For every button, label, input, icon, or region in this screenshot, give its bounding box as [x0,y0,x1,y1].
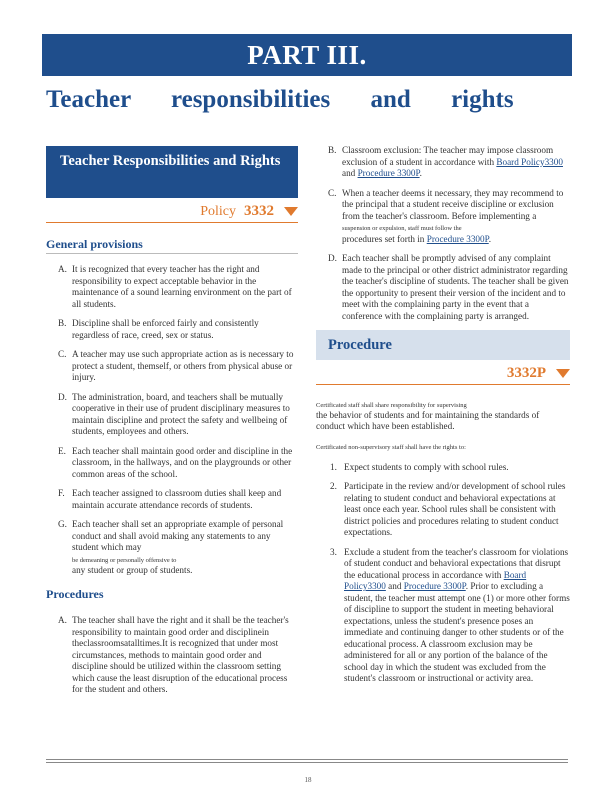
procedure-3300p-link[interactable]: Procedure 3300P [403,581,466,591]
list-marker: D. [328,253,337,263]
conjunction: and [342,168,356,178]
list-text: Each teacher shall maintain good order and discipline in the classroom, in the hallways, and on the playgrounds or other common areas of the school. [72,445,293,479]
list-marker: B. [58,318,67,328]
part-title: PART III. [247,39,367,70]
item-g-text: Each teacher shall set an appropriate example of personal conduct and shall avoid making any statements to any student which may [72,519,284,552]
list-text: The administration, board, and teachers shall be mutually cooperative in their use of prudent disciplinary measures to maintain discipline and protect the safety and wellbeing of students, employees and others. [72,391,290,436]
triangle-down-icon [556,369,570,378]
general-provisions-list [46,264,298,577]
left-column [46,146,298,704]
item-c-text-end: procedures set forth in [342,233,425,244]
list-text: Each teacher assigned to classroom duties shall keep and maintain accurate attendance records of students. [72,488,282,510]
rights-list [316,462,570,685]
page-number: 18 [304,776,312,784]
footer-rule [46,762,568,763]
list-text: It is recognized that every teacher has the right and responsibility to expect acceptable behavior in the maintenance of a sound learning environment on the part of all students. [72,264,292,309]
list-item [58,349,298,384]
part-banner [42,34,572,76]
period: . [419,168,422,178]
list-text [72,519,298,577]
list-item [330,481,570,539]
procedure-number: 3332P [506,365,546,381]
list-text [344,547,570,685]
list-marker: B. [328,145,337,155]
list-marker: F. [58,488,65,498]
right-column [316,145,570,693]
list-item [58,488,298,511]
list-marker: C. [58,349,67,359]
list-item [58,615,298,696]
item-g-text-end: any student or group of students. [72,565,193,575]
period: . [488,233,492,244]
list-item [58,264,298,310]
list-marker: A. [58,264,67,274]
item-g-small-text: be demeaning or personally offensive to [72,556,177,564]
procedure-number-line [316,365,570,385]
procedures-heading: Procedures [46,586,104,601]
procedure-3300p-link[interactable]: Procedure 3300P [357,168,420,178]
list-marker: 3. [330,546,337,557]
triangle-down-icon [284,207,298,216]
list-marker: C. [328,187,337,198]
procedure-intro [316,401,570,452]
footer-rule [46,759,568,760]
intro-small-text: Certificated staff shall share responsibility for supervising [316,401,467,409]
policy-title-box [46,146,298,198]
list-text: Participate in the review and/or development of school rules relating to student conduct and behavioral expectations at least once each year. School rules shall be consistent with district policies and procedures relating to student conduct expectations. [344,481,566,537]
policy-title: Teacher Responsibilities and Rights [60,153,281,169]
list-item [330,462,570,474]
policy-number: 3332 [244,203,274,219]
policy-number-line [46,203,298,223]
continued-list [316,145,570,322]
list-marker: A. [58,615,67,625]
page-title: Teacher responsibilities and rights [46,86,514,113]
board-policy-3300-link[interactable]: Board Policy3300 [344,569,527,591]
conjunction: and [388,581,402,591]
intro-text: the behavior of students and for maintaining the standards of conduct which have been established. [316,409,540,431]
list-text [342,188,570,246]
list-marker: 1. [330,461,337,472]
list-text: The teacher shall have the right and it shall be the teacher's responsibility to maintain good order and disciplinein theclassroomsatalltimes.It is recognized that under most circumstances, methods to maintain good order and discipline should be utilized within the classroom setting which cause the least disruption of the educational process for the student and others. [72,615,289,694]
procedure-3300p-link[interactable]: Procedure 3300P [426,233,489,244]
list-item [330,547,570,685]
intro-small-text-2: Certificated non-supervisory staff shall have the rights to: [316,443,466,451]
procedure-title: Procedure [328,337,392,353]
list-text: A teacher may use such appropriate action as is necessary to protect a student, themself, or others from physical abuse or injury. [72,349,294,382]
list-item [58,446,298,481]
list-item [58,318,298,341]
procedure-title-box [316,330,570,360]
list-marker: 2. [330,481,337,491]
list-marker: D. [58,391,67,402]
procedures-list [46,615,298,696]
list-text: Discipline shall be enforced fairly and consistently regardless of race, creed, sex or status. [72,318,259,340]
list-text: Each teacher shall be promptly advised of any complaint made to the principal or other district administrator regarding the teacher's discipline of students. The teacher shall be given the opportunity to present their version of the incident and to meet with the complaining party in the event that a conference with the complaining party is arranged. [342,253,569,321]
list-item [328,253,570,322]
general-provisions-heading: General provisions [46,239,298,255]
list-text: Expect students to comply with school rules. [344,461,509,472]
item-b-text: Classroom exclusion: The teacher may impose classroom exclusion of a student in accordance with [342,145,554,167]
list-item [328,188,570,246]
policy-label: Policy [200,204,236,219]
list-item [58,392,298,438]
item-c-small-text: suspension or expulsion, staff must follow the [342,225,462,232]
list-marker: G. [58,519,67,529]
list-text [342,145,570,180]
item-c-text: When a teacher deems it necessary, they may recommend to the principal that a student receive discipline or exclusion from the teacher's classroom. Before implementing a [342,187,564,221]
list-item [58,519,298,577]
list-marker: E. [58,445,66,456]
item-3-text: Exclude a student from the teacher's classroom for violations of student conduct and behavioral expectations that disrupt the educational process in accordance with [344,546,569,580]
item-3-text-end: . Prior to excluding a student, the teacher must attempt one (1) or more other forms of discipline to support the student in meeting behavioral expectations, unless the student's presence poses an immediate and continuing danger to other students or of the educational process. A classroom exclusion may be administered for all or any portion of the balance of the school day in which the student was excluded from the student's classroom or instructional or activity area. [344,581,570,683]
board-policy-3300-link[interactable]: Board Policy3300 [496,156,563,167]
list-item [328,145,570,180]
